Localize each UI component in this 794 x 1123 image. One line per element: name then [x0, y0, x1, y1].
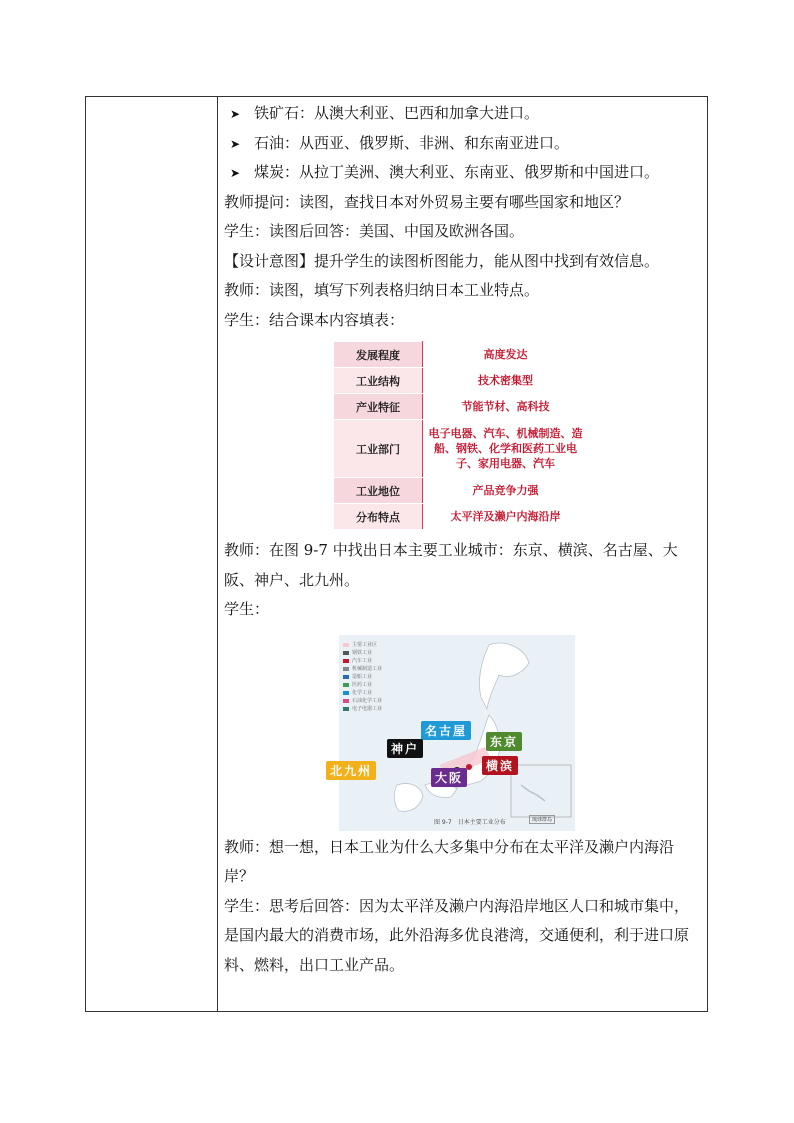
city-label-kitakyushu: 北九州: [326, 761, 376, 780]
design-intent: 【设计意图】提升学生的读图析图能力，能从图中找到有效信息。: [224, 251, 660, 270]
city-label-osaka: 大阪: [431, 768, 467, 787]
legend-swatch-icon: [343, 683, 349, 687]
legend-swatch-icon: [343, 659, 349, 663]
paragraph: 教师：想一想，日本工业为什么大多集中分布在太平洋及濑户内海沿岸？: [224, 837, 675, 885]
city-label-nagoya: 名古屋: [421, 721, 471, 740]
arrow-bullet-icon: [224, 100, 254, 130]
paragraph: 教师：在图 9-7 中找出日本主要工业城市：东京、横滨、名古屋、大阪、神户、北九州。: [224, 541, 678, 589]
paragraph: 学生：: [224, 600, 270, 618]
bullet-item: ➤铁矿石：从澳大利亚、巴西和加拿大进口。: [224, 99, 702, 129]
table-row: 工业结构 技术密集型: [334, 368, 588, 394]
left-column: [86, 97, 218, 1011]
legend-swatch-icon: [343, 699, 349, 703]
legend-swatch-icon: [343, 691, 349, 695]
map-legend: 主要工业区 钢铁工业 汽车工业 机械制造工业 造船工业 医药工业 化学工业 石油化学工业 电子电器工业: [343, 641, 382, 713]
table-row: 产业特征 节能节材、高科技: [334, 394, 588, 420]
paragraph: 学生：思考后回答：因为太平洋及濑户内海沿岸地区人口和城市集中，是国内最大的消费市场，此外沿海多优良港湾，交通便利，利于进口原料、燃料，出口工业产品。: [224, 896, 690, 974]
arrow-bullet-icon: [224, 159, 254, 189]
lesson-table: [85, 96, 708, 1012]
table-row: 分布特点 太平洋及濑户内海沿岸: [334, 504, 588, 530]
city-label-kobe: 神户: [387, 739, 423, 758]
table-row: 工业地位 产品竞争力强: [334, 478, 588, 504]
legend-swatch-icon: [343, 675, 349, 679]
table-row: 发展程度 高度发达: [334, 342, 588, 368]
city-label-yokohama: 横滨: [482, 756, 518, 775]
city-label-tokyo: 东京: [486, 732, 522, 751]
legend-swatch-icon: [343, 643, 349, 647]
paragraph: 教师提问：读图，查找日本对外贸易主要有哪些国家和地区？: [224, 192, 630, 211]
content-cell: [224, 99, 702, 980]
industry-features-table: [334, 341, 588, 530]
legend-swatch-icon: [343, 707, 349, 711]
legend-swatch-icon: [343, 651, 349, 655]
arrow-bullet-icon: [224, 130, 254, 160]
paragraph: 学生：结合课本内容填表：: [224, 310, 405, 329]
bullet-item: ➤煤炭：从拉丁美洲、澳大利亚、东南亚、俄罗斯和中国进口。: [224, 158, 702, 188]
legend-swatch-icon: [343, 667, 349, 671]
inset-label: 琉球群岛: [529, 815, 555, 824]
paragraph: 教师：读图，填写下列表格归纳日本工业特点。: [224, 281, 540, 299]
paragraph: 学生：读图后回答：美国、中国及欧洲各国。: [224, 222, 525, 240]
table-row: 工业部门 电子电器、汽车、机械制造、造船、钢铁、化学和医药工业电子、家用电器、汽车: [334, 420, 588, 478]
map-caption: 图 9-7 日本主要工业分布: [434, 818, 506, 826]
bullet-item: ➤石油：从西亚、俄罗斯、非洲、和东南亚进口。: [224, 129, 702, 159]
japan-industry-map: [330, 635, 575, 831]
